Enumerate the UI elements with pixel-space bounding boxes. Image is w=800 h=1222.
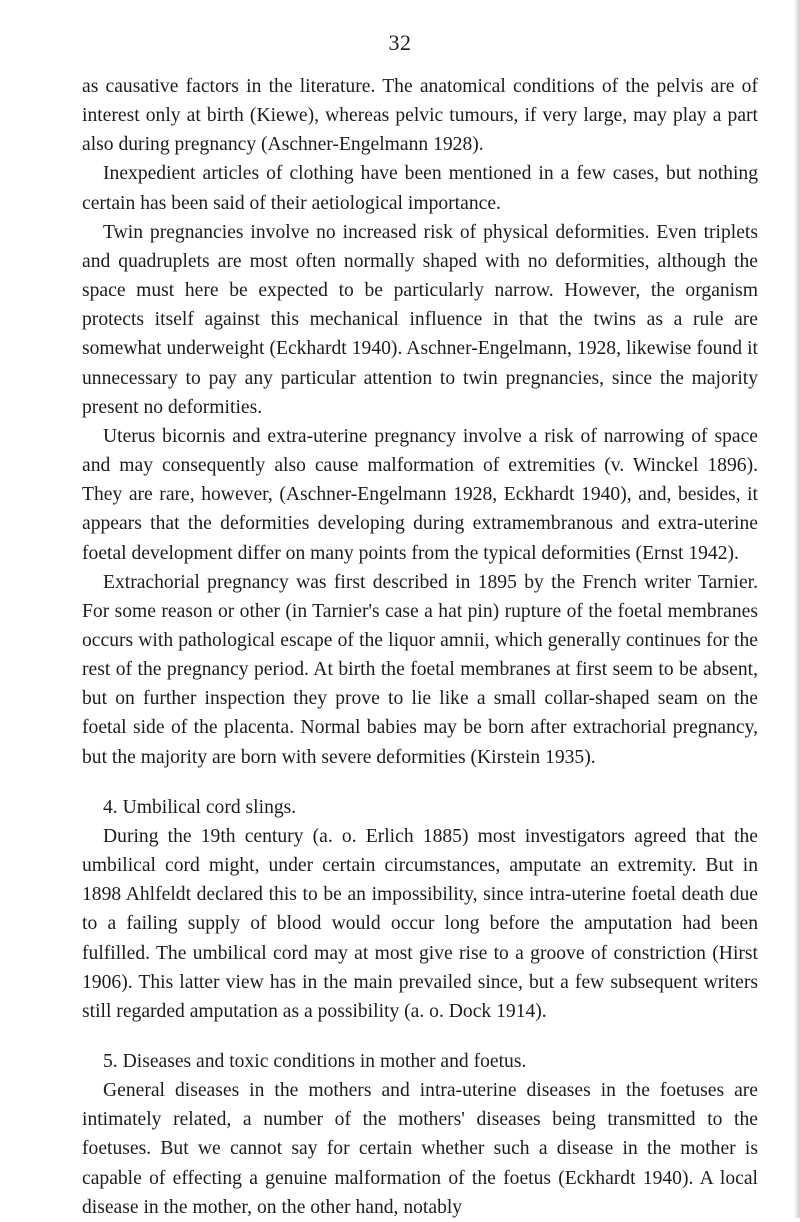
body-text — [82, 72, 758, 1222]
paragraph-causative-factors: as causative factors in the literature. The anatomical conditions of the pelvis are of interest only at birth (Kiewe), whereas pelvic tumours, if very large, may play a part also during pregnancy (Aschner-Engelmann 1928). — [82, 76, 758, 156]
section-gap — [82, 772, 758, 793]
section-gap — [82, 1026, 758, 1047]
heading-diseases-toxic-conditions: 5. Diseases and toxic conditions in mother and foetus. — [103, 1051, 527, 1072]
paragraph-umbilical-cord: During the 19th century (a. o. Erlich 1885) most investigators agreed that the umbilical cord might, under certain circumstances, amputate an extremity. But in 1898 Ahlfeldt declared this to be an impossibility, since intra-uterine foetal death due to a failing supply of blood would occur long before the amputation had been fulfilled. The umbilical cord may at most give rise to a groove of constriction (Hirst 1906). This latter view has in the main prevailed since, but a few subsequent writers still regarded amputation as a possibility (a. o. Dock 1914). — [82, 825, 758, 1022]
page-number: 32 — [388, 30, 412, 55]
paragraph-extrachorial-pregnancy: Extrachorial pregnancy was first described in 1895 by the French writer Tarnier. For some reason or other (in Tarnier's case a hat pin) rupture of the foetal membranes occurs with pathological escape of the liquor amnii, which generally continues for the rest of the pregnancy period. At birth the foetal membranes at first seem to be absent, but on further inspection they prove to lie like a small collar-shaped seam on the foetal side of the placenta. Normal babies may be born after extrachorial pregnancy, but the majority are born with severe deformities (Kirstein 1935). — [82, 571, 758, 768]
paragraph-clothing: Inexpedient articles of clothing have been mentioned in a few cases, but nothing certain has been said of their aetiological importance. — [82, 163, 758, 214]
paragraph-general-diseases: General diseases in the mothers and intra-uterine diseases in the foetuses are intimately related, a number of the mothers' diseases being transmitted to the foetuses. But we cannot say for certain whether such a disease in the mother is capable of effecting a genuine malformation of the foetus (Eckhardt 1940). A local disease in the mother, on the other hand, notably — [82, 1080, 758, 1218]
paragraph-uterus-bicornis: Uterus bicornis and extra-uterine pregnancy involve a risk of narrowing of space and may consequently also cause malformation of extremities (v. Winckel 1896). They are rare, however, (Aschner-Engelmann 1928, Eckhardt 1940), and, besides, it appears that the deformities developing during extramembranous and extra-uterine foetal development differ on many points from the typical deformities (Ernst 1942). — [82, 425, 758, 564]
page-edge-shadow — [794, 0, 800, 1218]
heading-umbilical-cord-slings: 4. Umbilical cord slings. — [103, 796, 297, 818]
paragraph-twin-pregnancies: Twin pregnancies involve no increased risk of physical deformities. Even triplets and quadruplets are most often normally shaped with no deformities, although the space must here be expected to be particularly narrow. However, the organism protects itself against this mechanical influence in that the twins as a rule are somewhat underweight (Eckhardt 1940). Aschner-Engelmann, 1928, likewise found it unnecessary to pay any particular attention to twin pregnancies, since the majority present no deformities. — [82, 221, 758, 418]
